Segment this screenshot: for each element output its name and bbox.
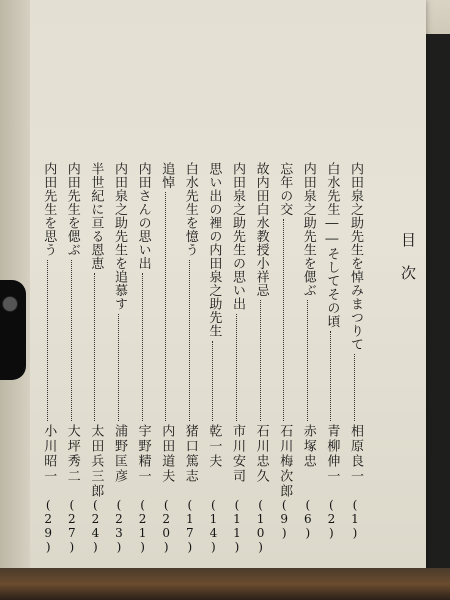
toc-entry xyxy=(346,162,364,546)
toc-entry-author: 石川忠久 xyxy=(253,424,269,484)
toc-entry-page: (21) xyxy=(135,498,150,554)
leader-dots xyxy=(236,314,237,421)
toc-entry-page: (11) xyxy=(230,498,244,554)
toc-entry-title: 白水先生――そしてその頃 xyxy=(324,162,340,328)
toc-entry xyxy=(110,162,128,554)
leader-dots xyxy=(142,273,143,421)
toc-entry-title: 故内田白水教授小祥忌 xyxy=(253,162,269,297)
toc-entry-author: 大坪秀二 xyxy=(64,424,80,484)
leader-dots xyxy=(94,273,95,421)
toc-entry-author: 猪口篤志 xyxy=(182,424,198,484)
toc-entry-author: 小川昭一 xyxy=(41,424,57,484)
toc-entry-page: (27) xyxy=(64,498,79,554)
toc-entry xyxy=(39,162,57,554)
toc-entry xyxy=(299,162,317,546)
toc-entry-author: 石川梅次郎 xyxy=(277,424,293,499)
toc-entry-author: 宇野精一 xyxy=(135,424,151,484)
toc-entry xyxy=(134,162,152,554)
leader-dots xyxy=(283,219,284,421)
toc-entry-page: (24) xyxy=(88,498,103,554)
toc-entry-author: 乾一夫 xyxy=(206,424,222,469)
toc-entry-title: 内田泉之助先生を悼みまつりて xyxy=(348,162,363,351)
toc-entry-page: (17) xyxy=(182,498,197,554)
toc-entry-title: 内田さんの思い出 xyxy=(135,162,151,270)
leader-dots xyxy=(47,260,48,421)
toc-entry xyxy=(86,162,104,554)
toc-entry-page: (29) xyxy=(41,498,56,554)
leader-dots xyxy=(118,314,119,421)
toc-entry-page: (14) xyxy=(206,498,221,554)
toc-entry-title: 内田先生を思う xyxy=(41,162,57,257)
toc-entry-page: (20) xyxy=(159,498,174,554)
toc-entry-title: 追悼 xyxy=(159,162,175,189)
toc-entry-author: 太田兵三郎 xyxy=(88,424,104,499)
toc-entry-page: (9) xyxy=(277,498,292,540)
toc-entry-author: 相原良一 xyxy=(348,424,363,484)
toc-entry-author: 浦野匡彦 xyxy=(112,424,127,484)
toc-entry-page: (2) xyxy=(324,498,339,540)
toc-entry-author: 青柳伸一 xyxy=(324,424,340,484)
leader-dots xyxy=(260,300,261,421)
toc-entry xyxy=(157,162,175,554)
leader-dots xyxy=(165,192,166,421)
leader-dots xyxy=(189,260,190,421)
toc-entry-page: (6) xyxy=(300,498,315,540)
book-page xyxy=(24,0,426,570)
toc-entry-page: (1) xyxy=(348,498,362,540)
table-surface xyxy=(0,568,450,600)
toc-entry-title: 思い出の裡の内田泉之助先生 xyxy=(206,162,222,338)
toc-entry xyxy=(181,162,199,554)
toc-entry xyxy=(252,162,270,554)
toc-entry xyxy=(275,162,293,546)
leader-dots xyxy=(212,341,213,421)
leader-dots xyxy=(330,331,331,421)
leader-dots xyxy=(71,260,72,421)
toc-entry xyxy=(228,162,246,554)
toc-entry xyxy=(204,162,222,554)
toc-heading: 目次 xyxy=(399,232,417,298)
toc-entry-author: 内田道夫 xyxy=(159,424,175,484)
toc-entry-title: 内田泉之助先生を追慕す xyxy=(112,162,127,311)
binding-clip xyxy=(0,280,26,380)
toc-entry-title: 内田先生を偲ぶ xyxy=(64,162,80,257)
toc-entry-title: 半世紀に亘る恩恵 xyxy=(88,162,104,270)
toc-entry xyxy=(322,162,340,546)
leader-dots xyxy=(307,300,308,421)
binding-hole xyxy=(2,296,18,312)
toc-entry-page: (23) xyxy=(112,498,126,554)
leader-dots xyxy=(354,354,355,421)
toc-entry-author: 赤塚忠 xyxy=(300,424,316,469)
toc-entry-title: 忘年の交 xyxy=(277,162,293,216)
toc-entry xyxy=(63,162,81,554)
toc-entry-title: 白水先生を憶う xyxy=(182,162,198,257)
toc-entry-page: (10) xyxy=(253,498,268,554)
toc-entry-author: 市川安司 xyxy=(230,424,245,484)
toc-entry-title: 内田泉之助先生の思い出 xyxy=(230,162,245,311)
toc-entry-title: 内田泉之助先生を偲ぶ xyxy=(300,162,316,297)
